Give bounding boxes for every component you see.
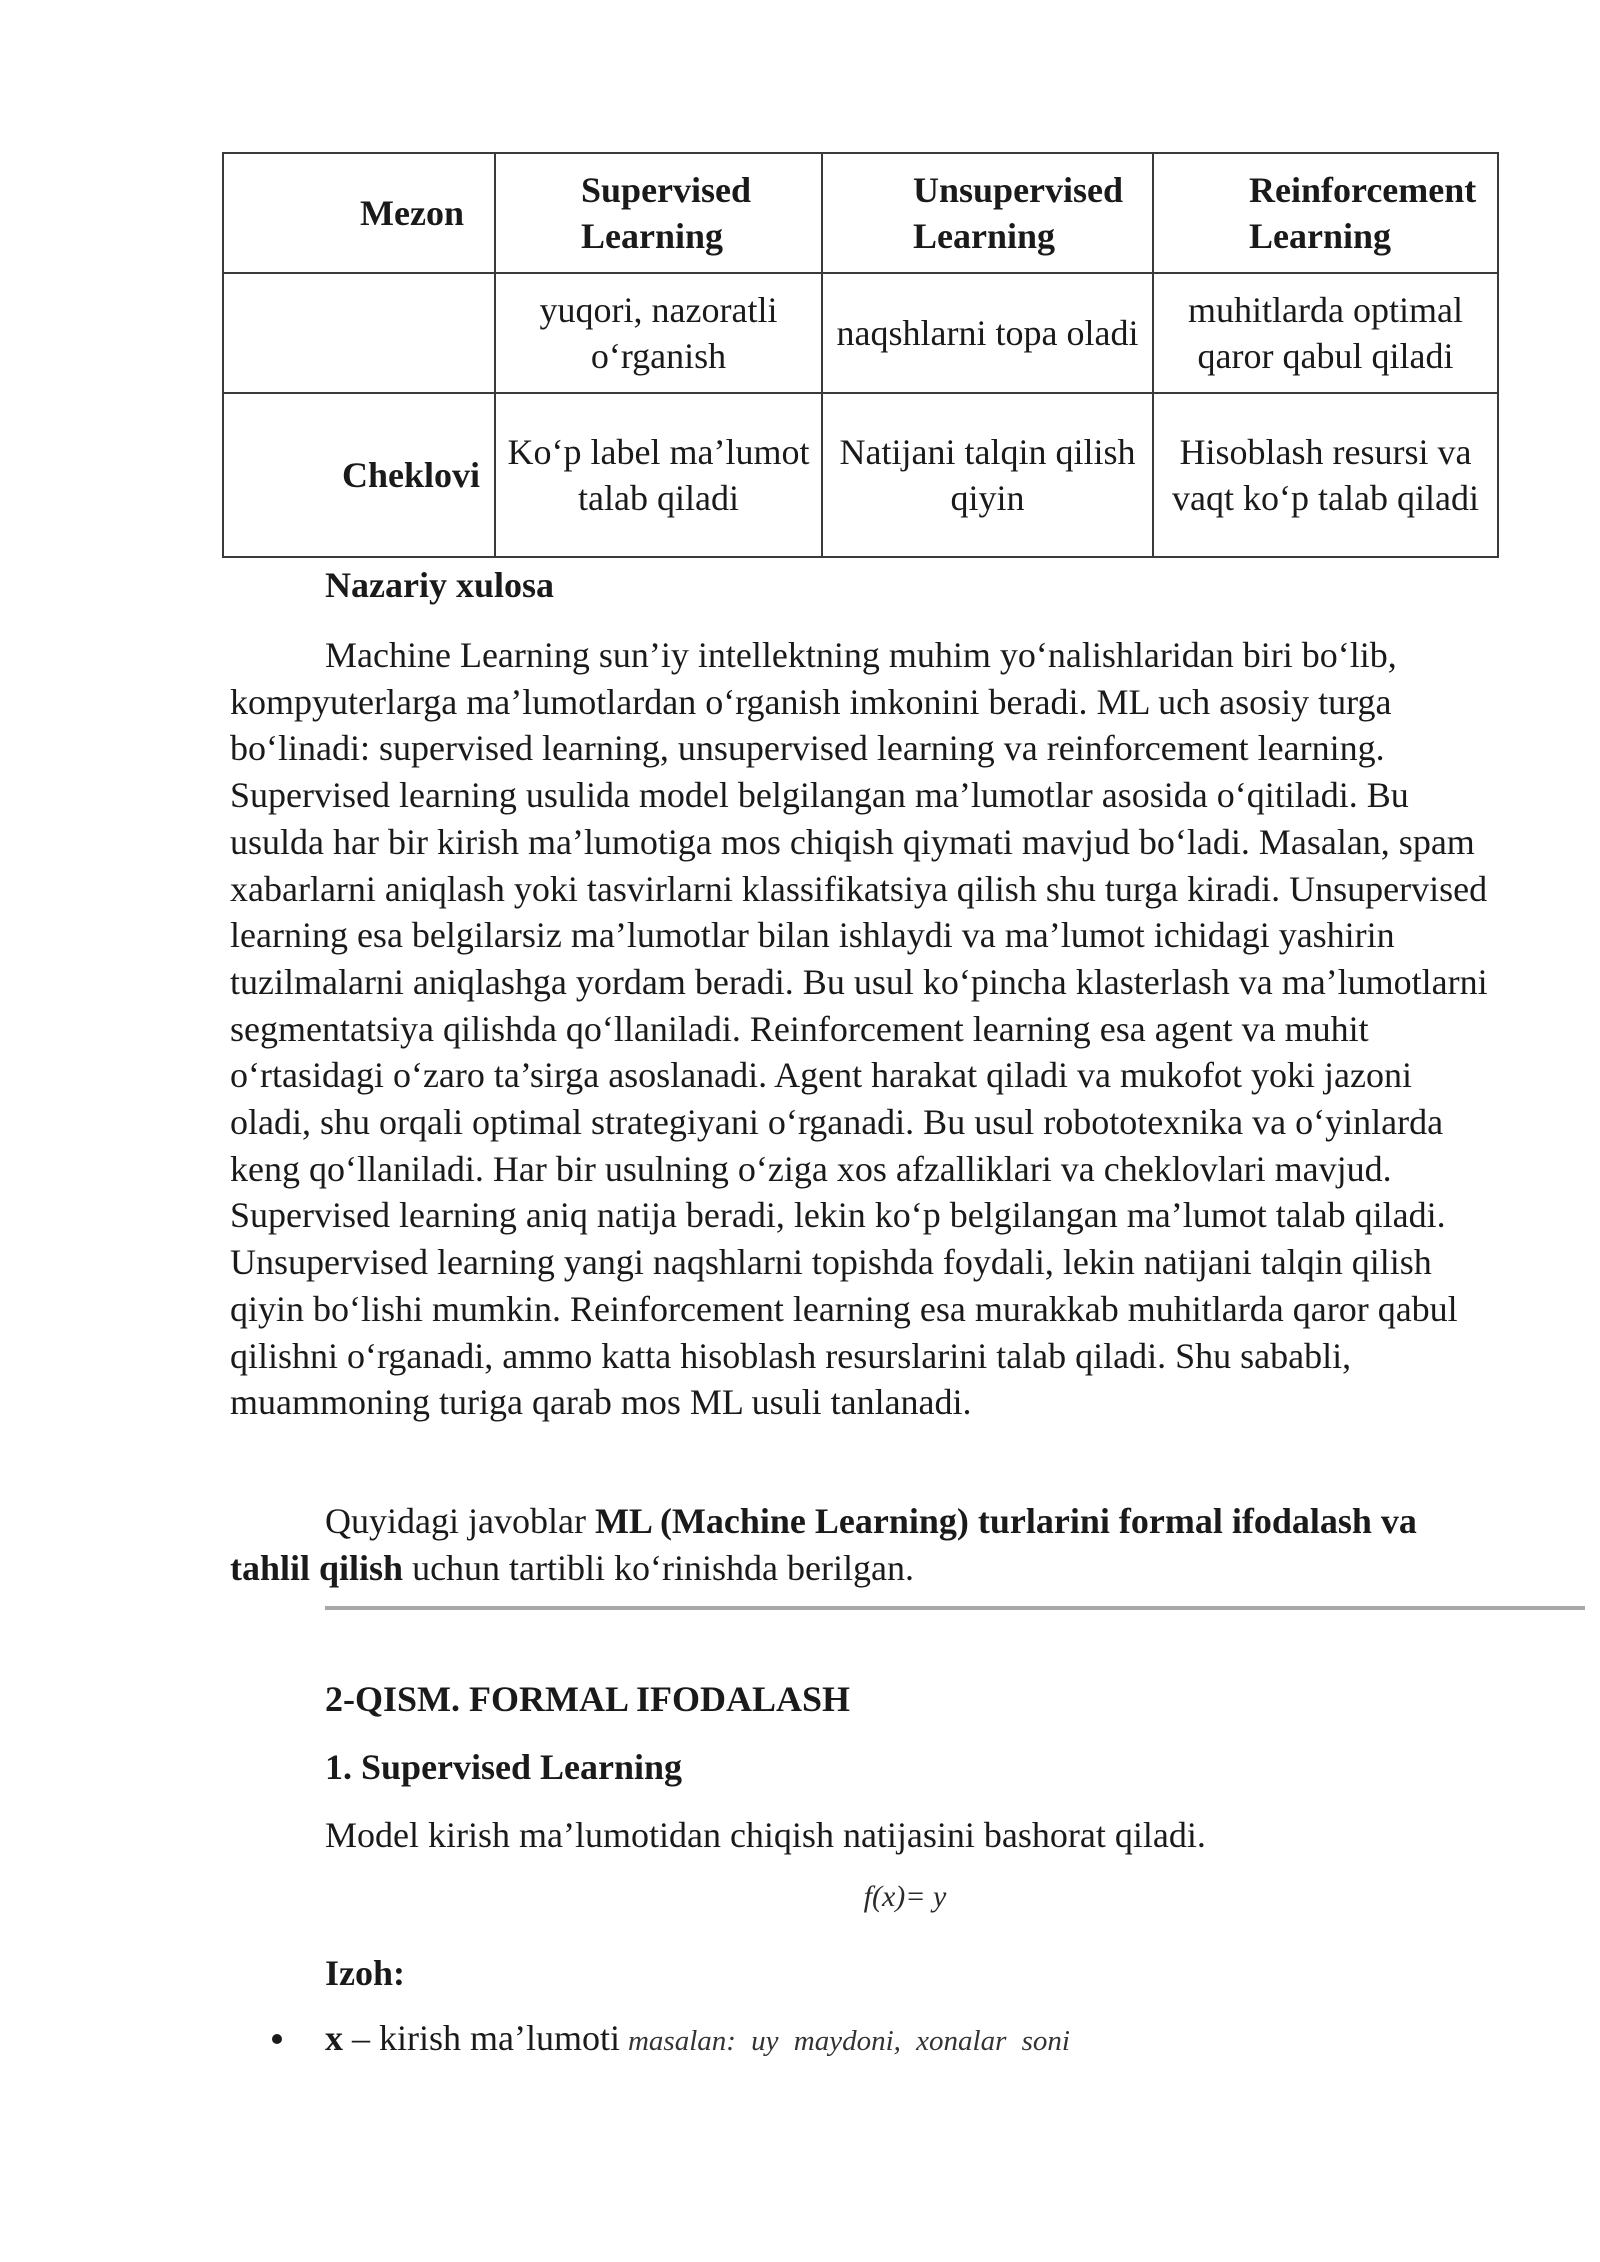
section-heading: Nazariy xulosa xyxy=(325,565,554,605)
intro-text-end: uchun tartibli ko‘rinishda berilgan. xyxy=(403,1547,914,1588)
table-header-supervised: Supervised Learning xyxy=(495,153,822,273)
table-row xyxy=(223,393,1498,557)
formula: f(x)= y xyxy=(863,1880,947,1913)
table-header-mezon: Mezon xyxy=(223,153,495,273)
intro-text: Quyidagi javoblar xyxy=(325,1501,595,1541)
table-cell: yuqori, nazoratli o‘rganish xyxy=(495,273,822,393)
table-cell: naqshlarni topa oladi xyxy=(822,273,1153,393)
note-label: Izoh: xyxy=(325,1953,405,1993)
bullet-example: masalan: uy maydoni, xonalar soni xyxy=(627,2025,1070,2057)
table-row xyxy=(223,273,1498,393)
bullet-description: – kirish ma’lumoti xyxy=(343,2018,620,2058)
horizontal-rule xyxy=(325,1606,1585,1610)
table-row-label: Cheklovi xyxy=(223,393,495,557)
subsection-heading: 1. Supervised Learning xyxy=(325,1747,683,1787)
intro-paragraph xyxy=(230,1498,1490,1591)
ml-comparison-table xyxy=(222,152,1499,558)
bullet-term: x xyxy=(325,2018,343,2058)
subsection-description: Model kirish ma’lumotidan chiqish natijasini bashorat qiladi. xyxy=(325,1815,1206,1855)
table-cell: muhitlarda optimal qaror qabul qiladi xyxy=(1153,273,1498,393)
table-header-row xyxy=(223,153,1498,273)
table-header-unsupervised: Unsupervised Learning xyxy=(822,153,1153,273)
intro-emphasis: ML (Machine Learning) turlarini formal ifodalash va tahlil qilish xyxy=(230,1501,1417,1588)
body-paragraph: Machine Learning sun’iy intellektning muhim yo‘nalishlaridan biri bo‘lib, kompyuterlarga ma’lumotlardan o‘rganish imkonini beradi. ML uch asosiy turga bo‘linadi: supervised learning, unsupervised learning va reinforcement learning. Supervised learning usulida model belgilangan ma’lumotlar asosida o‘qitiladi. Bu usulda har bir kirish ma’lumotiga mos chiqish qiymati mavjud bo‘ladi. Masalan, spam xabarlarni aniqlash yoki tasvirlarni klassifikatsiya qilish shu turga kiradi. Unsupervised learning esa belgilarsiz ma’lumotlar bilan ishlaydi va ma’lumot ichidagi yashirin tuzilmalarni aniqlashga yordam beradi. Bu usul ko‘pincha klasterlash va ma’lumotlarni segmentatsiya qilishda qo‘llaniladi. Reinforcement learning esa agent va muhit o‘rtasidagi o‘zaro ta’sirga asoslanadi. Agent harakat qiladi va mukofot yoki jazoni oladi, shu orqali optimal strategiyani o‘rganadi. Bu usul robototexnika va o‘yinlarda keng qo‘llaniladi. Har bir usulning o‘ziga xos afzalliklari va cheklovlari mavjud. Supervised learning aniq natija beradi, lekin ko‘p belgilangan ma’lumot talab qiladi. Unsupervised learning yangi naqshlarni topishda foydali, lekin natijani talqin qilish qiyin bo‘lishi mumkin. Reinforcement learning esa murakkab muhitlarda qaror qabul qilishni o‘rganadi, ammo katta hisoblash resurslarini talab qiladi. Shu sababli, muammoning turiga qarab mos ML usuli tanlanadi. xyxy=(230,635,1488,1423)
table-cell: Ko‘p label ma’lumot talab qiladi xyxy=(495,393,822,557)
table-cell: Natijani talqin qilish qiyin xyxy=(822,393,1153,557)
bullet-icon xyxy=(272,2034,282,2044)
table-cell: Hisoblash resursi va vaqt ko‘p talab qiladi xyxy=(1153,393,1498,557)
list-item xyxy=(325,2015,1070,2064)
table-header-reinforcement: Reinforcement Learning xyxy=(1153,153,1498,273)
table-row-label xyxy=(223,273,495,393)
part-heading: 2-QISM. FORMAL IFODALASH xyxy=(325,1679,851,1719)
